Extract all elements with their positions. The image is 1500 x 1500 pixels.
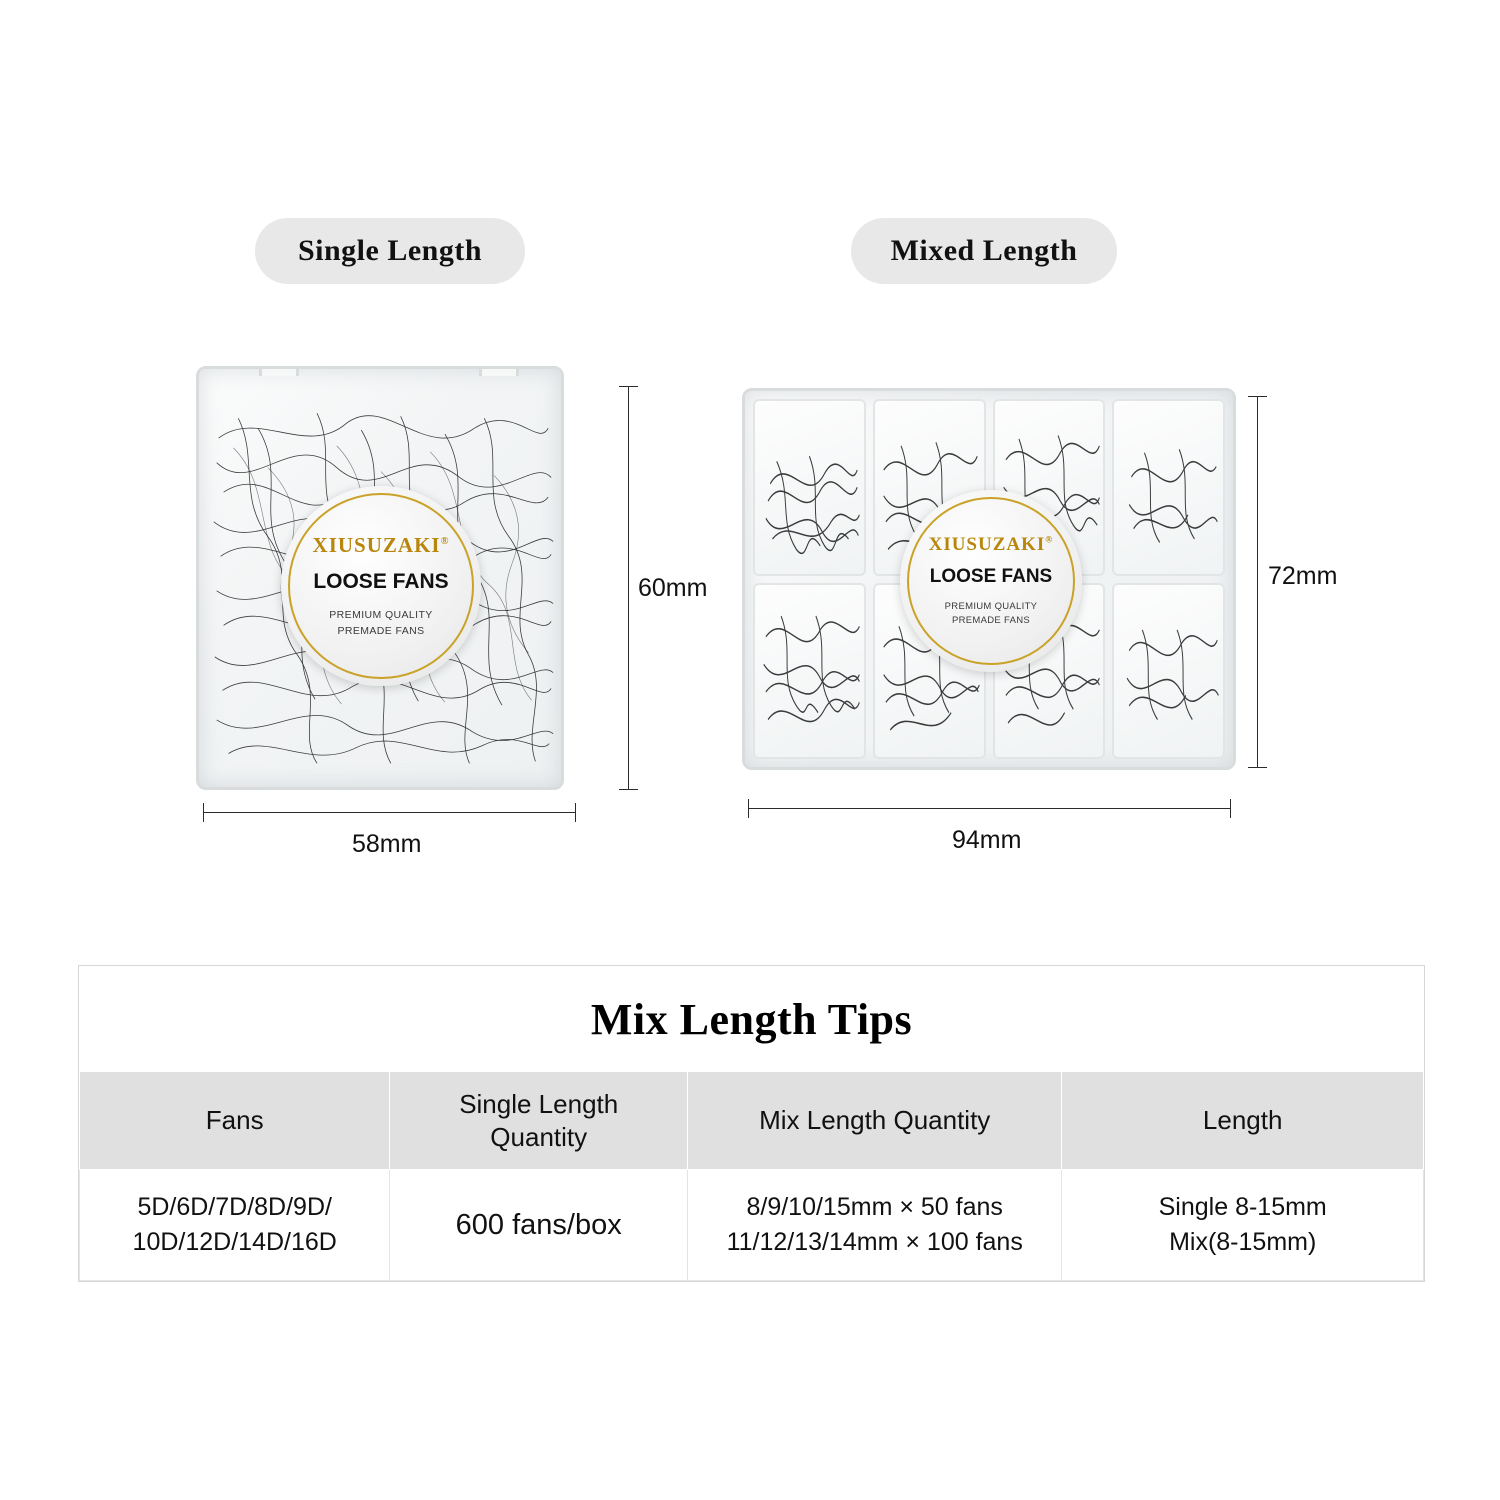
dimension-label-single-height: 60mm [638,574,708,602]
badge-mixed-length [851,218,1117,284]
brand-product-name: LOOSE FANS [929,566,1053,588]
table-header [80,1072,1424,1170]
dimension-line-mixed-width [748,808,1231,809]
brand-tagline [945,600,1038,628]
box-latch-right [479,366,519,376]
brand-tagline-line2: PREMADE FANS [951,615,1031,626]
cell-fans-line1: 5D/6D/7D/8D/9D/ [137,1193,332,1221]
badge-mixed-length-label: Mixed Length [890,234,1078,267]
column-header-fans: Fans [80,1072,390,1170]
column-header-single-line1: Single Length [459,1089,619,1119]
cell-length-line2: Mix(8-15mm) [1169,1228,1317,1256]
compartment [1112,583,1225,760]
table-row [80,1170,1424,1281]
registered-mark: ® [440,536,450,548]
cell-fans-line2: 10D/12D/14D/16D [132,1228,337,1256]
table-header-row [80,1072,1424,1170]
brand-tagline [329,608,432,638]
lash-cluster-illustration [1114,401,1223,574]
mix-length-tips-table [78,965,1425,1282]
column-header-length: Length [1062,1072,1424,1170]
dimension-label-mixed-width: 94mm [952,826,1022,854]
brand-tagline-line2: PREMADE FANS [337,624,425,637]
column-header-mix-length-quantity: Mix Length Quantity [688,1072,1062,1170]
brand-label-mixed [900,490,1082,672]
box-latch-left [259,366,299,376]
lash-cluster-illustration [755,401,864,574]
dimension-label-mixed-height: 72mm [1268,562,1338,590]
dimension-line-mixed-height [1257,396,1258,768]
cell-length [1062,1170,1424,1281]
compartment [1112,399,1225,576]
lash-cluster-illustration [755,585,864,758]
registered-mark: ® [1045,535,1054,546]
cell-mix-quantity [688,1170,1062,1281]
table-body [80,1170,1424,1281]
compartment [753,399,866,576]
column-header-single-line2: Quantity [490,1121,588,1152]
dimension-label-single-width: 58mm [352,830,422,858]
cell-mix-quantity-line1: 8/9/10/15mm × 50 fans [746,1193,1003,1221]
brand-label-single [281,486,481,686]
brand-tagline-line1: PREMIUM QUALITY [329,609,433,622]
cell-single-quantity: 600 fans/box [390,1170,688,1281]
dimension-line-single-height [628,386,629,790]
tips-table [79,1071,1424,1281]
brand-product-name: LOOSE FANS [313,570,449,594]
cell-fans [80,1170,390,1281]
table-title: Mix Length Tips [590,995,913,1044]
compartment [753,583,866,760]
brand-name: XIUSUZAKI® [928,534,1054,556]
column-header-single-length-quantity [390,1072,688,1170]
brand-tagline-line1: PREMIUM QUALITY [944,601,1038,613]
badge-single-length-label: Single Length [297,234,483,267]
dimension-line-single-width [203,812,576,813]
cell-length-line1: Single 8-15mm [1158,1193,1327,1221]
brand-name: XIUSUZAKI® [312,533,450,558]
lash-cluster-illustration [1114,585,1223,758]
badge-single-length [255,218,525,284]
cell-mix-quantity-line2: 11/12/13/14mm × 100 fans [726,1228,1023,1256]
